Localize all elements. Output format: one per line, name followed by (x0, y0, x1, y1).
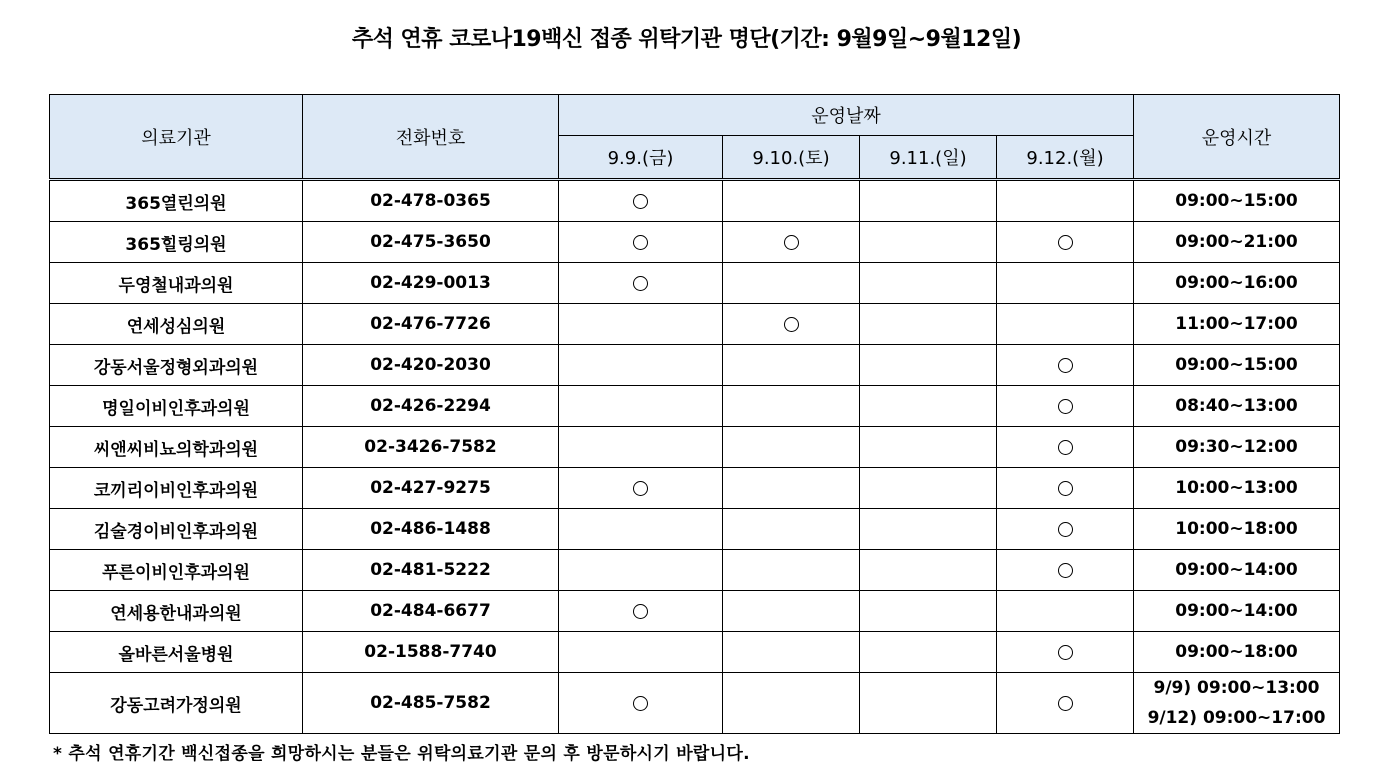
date-cell (559, 673, 723, 734)
table-row (50, 509, 1340, 550)
institution-name: 올바른서울병원 (50, 632, 303, 673)
circle-mark-icon (633, 194, 648, 209)
table-row (50, 304, 1340, 345)
table-row (50, 263, 1340, 304)
operating-hours: 11:00~17:00 (1134, 304, 1340, 345)
date-cell (997, 386, 1134, 427)
circle-mark-icon (1058, 235, 1073, 250)
date-cell (723, 386, 860, 427)
date-cell (860, 345, 997, 386)
institution-name: 푸른이비인후과의원 (50, 550, 303, 591)
header-hours: 운영시간 (1134, 95, 1340, 180)
operating-hours: 09:30~12:00 (1134, 427, 1340, 468)
date-cell (723, 673, 860, 734)
date-cell (723, 304, 860, 345)
table-row (50, 222, 1340, 263)
institution-name: 씨앤씨비뇨의학과의원 (50, 427, 303, 468)
circle-mark-icon (784, 235, 799, 250)
operating-hours: 09:00~14:00 (1134, 591, 1340, 632)
circle-mark-icon (1058, 440, 1073, 455)
operating-hours: 09:00~16:00 (1134, 263, 1340, 304)
date-cell (723, 550, 860, 591)
circle-mark-icon (1058, 645, 1073, 660)
date-cell (559, 509, 723, 550)
phone-number: 02-485-7582 (303, 673, 559, 734)
institution-name: 연세성심의원 (50, 304, 303, 345)
operating-hours (1134, 673, 1340, 734)
institution-name: 명일이비인후과의원 (50, 386, 303, 427)
table-row (50, 673, 1340, 734)
header-date: 9.12.(월) (997, 136, 1134, 180)
institution-name: 김술경이비인후과의원 (50, 509, 303, 550)
date-cell (860, 673, 997, 734)
phone-number: 02-429-0013 (303, 263, 559, 304)
header-date: 9.9.(금) (559, 136, 723, 180)
date-cell (860, 550, 997, 591)
header-institution: 의료기관 (50, 95, 303, 180)
date-cell (860, 427, 997, 468)
date-cell (860, 386, 997, 427)
date-cell (723, 263, 860, 304)
page-title: 추석 연휴 코로나19백신 접종 위탁기관 명단(기간: 9월9일~9월12일) (351, 27, 1022, 52)
institution-name: 강동서울정형외과의원 (50, 345, 303, 386)
date-cell (559, 263, 723, 304)
table-row (50, 468, 1340, 509)
phone-number: 02-1588-7740 (303, 632, 559, 673)
header-phone: 전화번호 (303, 95, 559, 180)
table-body (50, 180, 1340, 734)
phone-number: 02-427-9275 (303, 468, 559, 509)
table-row (50, 591, 1340, 632)
date-cell (997, 345, 1134, 386)
operating-hours: 09:00~14:00 (1134, 550, 1340, 591)
date-cell (860, 509, 997, 550)
date-cell (723, 632, 860, 673)
date-cell (997, 509, 1134, 550)
date-cell (860, 263, 997, 304)
operating-hours: 09:00~18:00 (1134, 632, 1340, 673)
circle-mark-icon (633, 481, 648, 496)
circle-mark-icon (633, 604, 648, 619)
institution-name: 두영철내과의원 (50, 263, 303, 304)
date-cell (997, 427, 1134, 468)
operating-hours: 09:00~21:00 (1134, 222, 1340, 263)
date-cell (559, 386, 723, 427)
date-cell (860, 180, 997, 222)
institution-name: 365열린의원 (50, 180, 303, 222)
circle-mark-icon (1058, 563, 1073, 578)
phone-number: 02-475-3650 (303, 222, 559, 263)
phone-number: 02-426-2294 (303, 386, 559, 427)
date-cell (997, 263, 1134, 304)
date-cell (997, 632, 1134, 673)
circle-mark-icon (1058, 522, 1073, 537)
circle-mark-icon (1058, 358, 1073, 373)
table-row (50, 550, 1340, 591)
date-cell (559, 180, 723, 222)
header-dates-group: 운영날짜 (559, 95, 1134, 136)
table-row (50, 386, 1340, 427)
date-cell (723, 509, 860, 550)
date-cell (723, 468, 860, 509)
circle-mark-icon (784, 317, 799, 332)
circle-mark-icon (1058, 399, 1073, 414)
phone-number: 02-478-0365 (303, 180, 559, 222)
circle-mark-icon (633, 696, 648, 711)
table-row (50, 180, 1340, 222)
date-cell (559, 550, 723, 591)
date-cell (559, 427, 723, 468)
date-cell (860, 222, 997, 263)
date-cell (559, 632, 723, 673)
date-cell (723, 222, 860, 263)
operating-hours: 08:40~13:00 (1134, 386, 1340, 427)
date-cell (997, 180, 1134, 222)
circle-mark-icon (633, 235, 648, 250)
phone-number: 02-486-1488 (303, 509, 559, 550)
table-row (50, 345, 1340, 386)
header-date: 9.10.(토) (723, 136, 860, 180)
date-cell (559, 591, 723, 632)
date-cell (860, 632, 997, 673)
institution-name: 365힐링의원 (50, 222, 303, 263)
date-cell (559, 345, 723, 386)
date-cell (559, 304, 723, 345)
operating-hours: 10:00~18:00 (1134, 509, 1340, 550)
operating-hours: 09:00~15:00 (1134, 180, 1340, 222)
date-cell (723, 180, 860, 222)
date-cell (860, 468, 997, 509)
date-cell (860, 304, 997, 345)
phone-number: 02-481-5222 (303, 550, 559, 591)
phone-number: 02-484-6677 (303, 591, 559, 632)
table-row (50, 632, 1340, 673)
date-cell (997, 222, 1134, 263)
date-cell (723, 591, 860, 632)
institution-name: 연세용한내과의원 (50, 591, 303, 632)
phone-number: 02-420-2030 (303, 345, 559, 386)
date-cell (997, 673, 1134, 734)
circle-mark-icon (1058, 696, 1073, 711)
hours-line: 9/9) 09:00~13:00 (1153, 678, 1320, 698)
date-cell (723, 427, 860, 468)
vaccination-schedule-table (49, 94, 1340, 734)
date-cell (997, 591, 1134, 632)
footnote: * 추석 연휴기간 백신접종을 희망하시는 분들은 위탁의료기관 문의 후 방문하시기 바랍니다. (53, 744, 750, 764)
circle-mark-icon (1058, 481, 1073, 496)
date-cell (559, 468, 723, 509)
table-row (50, 427, 1340, 468)
date-cell (997, 468, 1134, 509)
phone-number: 02-3426-7582 (303, 427, 559, 468)
institution-name: 코끼리이비인후과의원 (50, 468, 303, 509)
header-date: 9.11.(일) (860, 136, 997, 180)
date-cell (723, 345, 860, 386)
date-cell (997, 550, 1134, 591)
operating-hours: 10:00~13:00 (1134, 468, 1340, 509)
institution-name: 강동고려가정의원 (50, 673, 303, 734)
date-cell (860, 591, 997, 632)
operating-hours: 09:00~15:00 (1134, 345, 1340, 386)
phone-number: 02-476-7726 (303, 304, 559, 345)
date-cell (997, 304, 1134, 345)
hours-line: 9/12) 09:00~17:00 (1147, 708, 1326, 728)
circle-mark-icon (633, 276, 648, 291)
date-cell (559, 222, 723, 263)
